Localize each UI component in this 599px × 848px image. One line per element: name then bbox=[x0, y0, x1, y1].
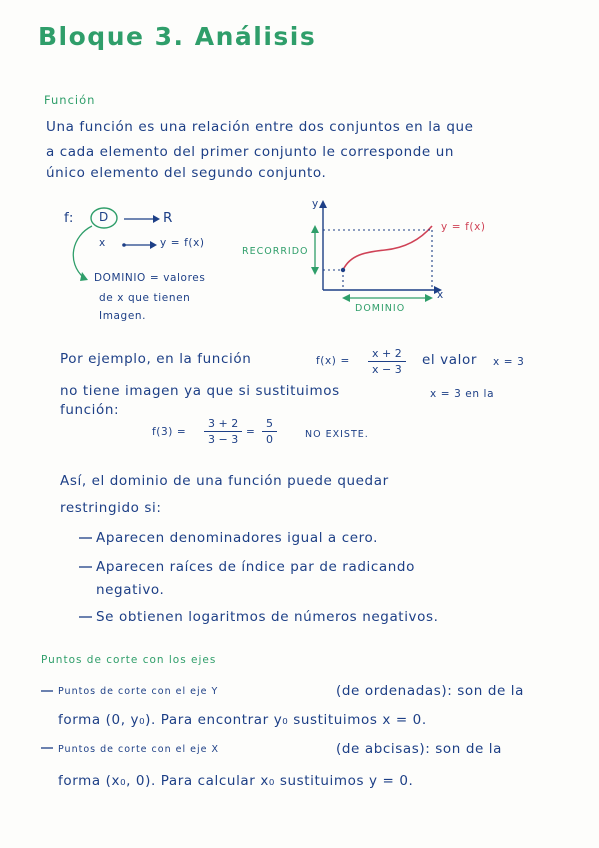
example-line-3: función: bbox=[60, 402, 120, 418]
definition-line-2: a cada elemento del primer conjunto le corresponde un bbox=[46, 144, 455, 160]
eje-x-line-2: forma (x₀, 0). Para calcular x₀ sustituimos y = 0. bbox=[58, 773, 414, 789]
section-heading-puntos-corte: Puntos de corte con los ejes bbox=[41, 654, 217, 666]
mapping-domain-symbol: D bbox=[99, 210, 109, 224]
graph-x-label: x bbox=[437, 289, 444, 301]
eje-y-label: Puntos de corte con el eje Y bbox=[58, 686, 219, 697]
eje-y-line-2: forma (0, y₀). Para encontrar y₀ sustituimos x = 0. bbox=[58, 712, 427, 728]
example-function-numerator: x + 2 bbox=[368, 347, 406, 362]
eje-x-label: Puntos de corte con el eje X bbox=[58, 744, 219, 755]
graph-y-label: y bbox=[312, 198, 319, 210]
mapping-f-label: f: bbox=[64, 210, 75, 226]
eval-numerator-2: 5 bbox=[262, 417, 277, 432]
eval-equals: = bbox=[246, 426, 256, 438]
restriction-item-2: Aparecen raíces de índice par de radicando bbox=[96, 559, 415, 575]
page-title: Bloque 3. Análisis bbox=[38, 22, 317, 51]
restriction-item-1: Aparecen denominadores igual a cero. bbox=[96, 530, 378, 546]
restriction-item-2-cont: negativo. bbox=[96, 582, 165, 598]
recorrido-label: RECORRIDO bbox=[242, 246, 309, 257]
example-function-lhs: f(x) = bbox=[316, 355, 350, 367]
restriction-line-1: Así, el dominio de una función puede quedar bbox=[60, 473, 389, 489]
dominio-pointer-arrow bbox=[73, 226, 92, 278]
mapping-x-symbol: x bbox=[99, 237, 106, 249]
example-line-1: Por ejemplo, en la función bbox=[60, 351, 252, 367]
section-heading-funcion: Función bbox=[44, 93, 96, 107]
recorrido-arrowhead-top bbox=[311, 225, 319, 233]
eval-denominator-1: 3 − 3 bbox=[208, 433, 239, 446]
definition-line-1: Una función es una relación entre dos conjuntos en la que bbox=[46, 119, 474, 135]
example-function-denominator: x − 3 bbox=[372, 363, 402, 376]
example-x-value: x = 3 bbox=[493, 356, 525, 368]
eje-x-line-1-rest: (de abcisas): son de la bbox=[336, 741, 503, 757]
dominio-pointer-arrowhead bbox=[80, 272, 88, 281]
mapping-codomain-symbol: R bbox=[163, 210, 173, 226]
eval-fraction-1 bbox=[204, 417, 242, 446]
eval-denominator-2: 0 bbox=[266, 433, 273, 446]
curve-label: y = f(x) bbox=[441, 221, 486, 233]
dominio-note-line-2: de x que tienen bbox=[99, 292, 191, 304]
map-arrow-tail-dot bbox=[122, 243, 126, 247]
dominio-note-line-3: Imagen. bbox=[99, 310, 147, 322]
eje-y-line-1-rest: (de ordenadas): son de la bbox=[336, 683, 525, 699]
function-curve bbox=[343, 226, 432, 270]
map-arrowhead-bottom bbox=[150, 241, 157, 249]
eval-fraction-2 bbox=[262, 417, 277, 446]
example-line-2-suffix: x = 3 en la bbox=[430, 388, 495, 400]
eval-result: NO EXISTE. bbox=[305, 429, 369, 440]
recorrido-arrowhead-bottom bbox=[311, 267, 319, 275]
dominio-label: DOMINIO bbox=[355, 303, 406, 314]
graph-y-arrowhead bbox=[319, 200, 327, 208]
example-line-1-suffix: el valor bbox=[422, 352, 477, 368]
eval-lhs: f(3) = bbox=[152, 426, 187, 438]
dominio-arrowhead-right bbox=[425, 294, 433, 302]
dominio-note-line-1: DOMINIO = valores bbox=[94, 272, 206, 284]
example-function-fraction bbox=[368, 347, 406, 376]
example-line-2: no tiene imagen ya que si sustituimos bbox=[60, 383, 340, 399]
map-arrowhead-top bbox=[153, 215, 160, 223]
mapping-image-expr: y = f(x) bbox=[160, 237, 205, 249]
eval-numerator-1: 3 + 2 bbox=[204, 417, 242, 432]
definition-line-3: único elemento del segundo conjunto. bbox=[46, 165, 327, 181]
dominio-arrowhead-left bbox=[342, 294, 350, 302]
restriction-line-2: restringido si: bbox=[60, 500, 162, 516]
restriction-item-3: Se obtienen logaritmos de números negativos. bbox=[96, 609, 439, 625]
